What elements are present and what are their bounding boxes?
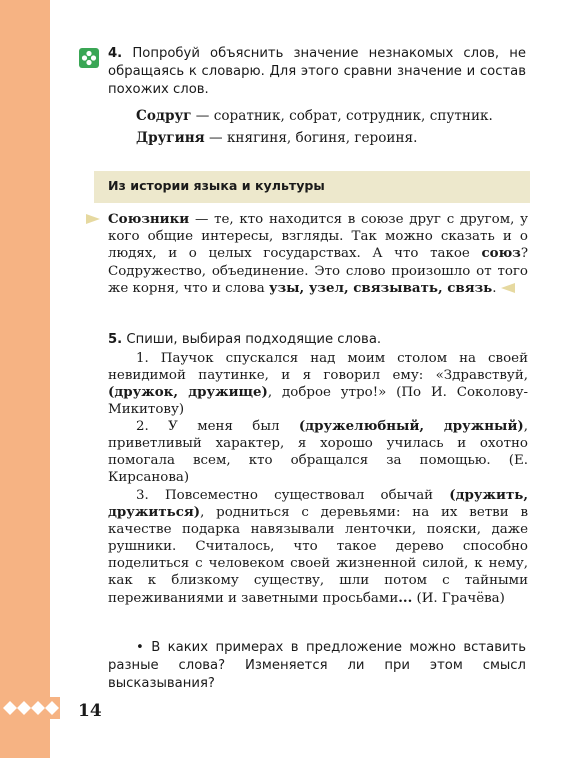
word-term: Другиня [136,130,205,146]
task-5-text: Спиши, выбирая подходящие слова. [126,332,382,347]
task-4-number: 4. [108,46,123,61]
example-2: 2. У меня был (дружелюбный, дружный), приветливый характер, я хорошо училась и охотно помогала всем, кто обращался за помощью. (Е. Кирсанова) [108,418,528,486]
task-4-text: Попробуй объяснить значение незнакомых слов, не обращаясь к словарю. Для этого сравни значение и состав похожих слов. [108,46,526,97]
choice: (дружить, дружиться) [108,487,528,521]
arrow-left-marker-icon [501,282,515,294]
task-5 [108,331,526,349]
page-number: 14 [78,701,102,721]
task-4 [108,45,526,99]
example-1: 1. Паучок спускался над моим столом на своей невидимой паутинке, и я говорил ему: «Здравствуй, (дружок, дружище), доброе утро!» (По И. Соколову-Микитову) [108,351,528,418]
task-5-number: 5. [108,332,123,347]
word-list [108,108,526,147]
diamond-border-icon [0,697,60,719]
choice: (дружок, дружище) [108,384,268,401]
question: • В каких примерах в предложение можно вставить разные слова? Изменяется ли при этом смысл высказывания? [108,640,526,691]
task-flower-icon [79,48,99,68]
word-item: Другиня — княгиня, богиня, героиня. [136,130,418,146]
word-term: Содруг [136,108,192,124]
history-title: Из истории языка и культуры [108,178,325,193]
arrow-right-marker-icon [86,213,102,225]
example-3: 3. Повсеместно существовал обычай (дружить, дружиться), родниться с деревьями: на их ветви в качестве подарка навязывали ленточки, пояски, даже рушники. Считалось, что такое дерево способно поделиться с человеком своей жизненной силой, к нему, как к близкому существу, шли потом с тайными переживаниями и заветными просьбами... (И. Грачёва) [108,487,528,606]
choice: (дружелюбный, дружный) [298,418,524,434]
word-item: Содруг — соратник, собрат, сотрудник, спутник. [136,108,493,124]
page-margin-strip [0,0,50,758]
history-term: Союзники [108,211,190,227]
history-text: Союзники — те, кто находится в союзе друг с другом, у кого общие интересы, взгляды. Так можно сказать и о людях, и о целых государствах. А что такое союз? Содружество, объединение. Это слово произошло от того же корня, что и слова узы, узел, связывать, связь. [108,211,528,296]
